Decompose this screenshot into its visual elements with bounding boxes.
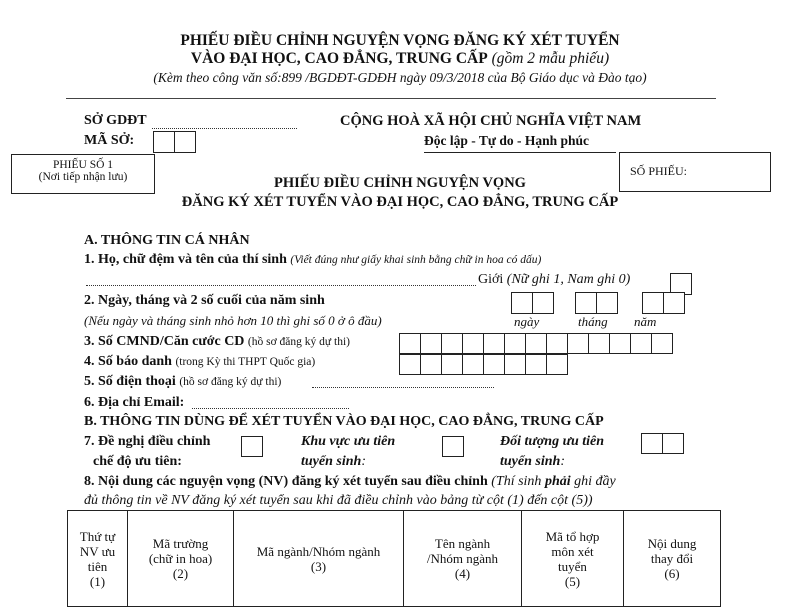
item8-row	[84, 474, 616, 490]
dob-year-box-2[interactable]	[663, 292, 685, 314]
dob-month-box-2[interactable]	[596, 292, 618, 314]
col1-line3: tiên	[87, 558, 108, 574]
phieu-so-note: (Nơi tiếp nhận lưu)	[38, 171, 128, 183]
nv-table-header-row	[68, 511, 721, 607]
section-b-heading: B. THÔNG TIN DÙNG ĐỂ XÉT TUYỂN VÀO ĐẠI HỌC, CAO ĐẲNG, TRUNG CẤP	[84, 414, 604, 429]
item4-label: 4. Số báo danh	[84, 354, 172, 369]
item4-note: (trong Kỳ thi THPT Quốc gia)	[175, 356, 316, 368]
item4-row	[84, 354, 315, 370]
cmnd-box-13[interactable]	[651, 333, 673, 354]
column-header-order	[68, 511, 128, 607]
khu-vuc-box[interactable]	[442, 436, 464, 457]
cmnd-box-8[interactable]	[546, 333, 568, 354]
item2-label: 2. Ngày, tháng và 2 số cuối của năm sinh	[84, 293, 325, 308]
fullname-field[interactable]	[86, 285, 476, 286]
day-label: ngày	[514, 314, 540, 329]
item1-row	[84, 252, 541, 268]
col2-line1: Mã trường	[152, 536, 209, 551]
nv-table	[67, 510, 721, 607]
ma-so-label: MÃ SỞ:	[84, 133, 135, 148]
document-title-line1: PHIẾU ĐIỀU CHỈNH NGUYỆN VỌNG ĐĂNG KÝ XÉT TUYỂN	[180, 32, 620, 49]
email-field[interactable]	[192, 408, 349, 409]
cmnd-box-4[interactable]	[462, 333, 484, 354]
gioi-note: (Nữ ghi 1, Nam ghi 0)	[506, 272, 631, 287]
sbd-box-5[interactable]	[483, 354, 505, 375]
col2-line3: (2)	[172, 566, 189, 581]
doi-tuong-line2-text: tuyển sinh	[500, 454, 561, 469]
col6-line1: Nội dung	[647, 536, 697, 551]
cmnd-box-11[interactable]	[609, 333, 631, 354]
dob-month-box-1[interactable]	[575, 292, 597, 314]
item3-row	[84, 334, 350, 350]
cmnd-box-12[interactable]	[630, 333, 652, 354]
col6-line2: thay đổi	[650, 551, 694, 566]
item5-label: 5. Số điện thoại	[84, 374, 176, 389]
item7-line1: 7. Đề nghị điều chỉnh	[84, 434, 211, 449]
cmnd-box-3[interactable]	[441, 333, 463, 354]
cmnd-box-1[interactable]	[399, 333, 421, 354]
phone-field[interactable]	[312, 387, 494, 388]
item2-note: (Nếu ngày và tháng sinh nhỏ hơn 10 thì ghi số 0 ở ô đầu)	[84, 313, 382, 328]
phieu-so-label: PHIẾU SỐ 1	[52, 159, 114, 171]
document-reference: (Kèm theo công văn số:899 /BGDĐT-GDĐH ngày 09/3/2018 của Bộ Giáo dục và Đào tạo)	[153, 70, 647, 85]
item8-label: 8. Nội dung các nguyện vọng (NV) đăng ký xét tuyển sau điều chỉnh	[84, 474, 488, 489]
sbd-box-6[interactable]	[504, 354, 526, 375]
col3-line1: Mã ngành/Nhóm ngành	[256, 543, 381, 559]
col3-line2: (3)	[310, 558, 327, 574]
doi-tuong-line1: Đối tượng ưu tiên	[500, 434, 605, 449]
cmnd-box-10[interactable]	[588, 333, 610, 354]
item5-row	[84, 374, 281, 390]
national-motto: Độc lập - Tự do - Hạnh phúc	[424, 133, 590, 148]
cmnd-box-2[interactable]	[420, 333, 442, 354]
doi-tuong-box-1[interactable]	[641, 433, 663, 454]
col5-line4: (5)	[564, 573, 581, 589]
col4-line1: Tên ngành	[434, 536, 491, 551]
column-header-major-code	[234, 511, 404, 607]
item1-note: (Viết đúng như giấy khai sinh bằng chữ in hoa có dấu)	[290, 254, 542, 266]
ma-so-box-2[interactable]	[174, 131, 196, 153]
item8-note-b: phải	[544, 474, 571, 489]
gioi-label: Giới	[478, 272, 504, 287]
dob-year-box-1[interactable]	[642, 292, 664, 314]
document-title-line2-text: VÀO ĐẠI HỌC, CAO ĐẲNG, TRUNG CẤP	[190, 50, 488, 67]
sbd-box-3[interactable]	[441, 354, 463, 375]
so-gddt-field[interactable]	[152, 128, 297, 129]
col5-line2: môn xét	[551, 543, 594, 559]
column-header-major-name	[404, 511, 522, 607]
col6-line3: (6)	[664, 566, 680, 581]
column-header-subject-combo	[522, 511, 624, 607]
col2-line2: (chữ in hoa)	[148, 551, 213, 566]
national-title: CỘNG HOÀ XÃ HỘI CHỦ NGHĨA VIỆT NAM	[340, 113, 642, 129]
header-divider	[66, 98, 716, 99]
dob-day-box-2[interactable]	[532, 292, 554, 314]
month-label: tháng	[578, 314, 608, 329]
col1-line1: Thứ tự	[79, 528, 116, 544]
sbd-box-7[interactable]	[525, 354, 547, 375]
cmnd-box-9[interactable]	[567, 333, 589, 354]
so-gddt-label: SỞ GDĐT	[84, 113, 147, 128]
form-title-line1: PHIẾU ĐIỀU CHỈNH NGUYỆN VỌNG	[274, 175, 526, 191]
khu-vuc-line2: tuyển sinh:	[301, 454, 366, 469]
item8-note-a: (Thí sinh	[491, 474, 542, 489]
item3-note: (hồ sơ đăng ký dự thi)	[247, 336, 350, 348]
dob-day-box-1[interactable]	[511, 292, 533, 314]
item8-note-line2: đủ thông tin về NV đăng ký xét tuyển sau khi đã điều chỉnh vào bảng từ cột (1) đến cột (5))	[84, 493, 593, 508]
sbd-box-1[interactable]	[399, 354, 421, 375]
gioi-row	[478, 272, 630, 288]
sbd-box-8[interactable]	[546, 354, 568, 375]
item8-note-c: ghi đầy	[574, 474, 616, 489]
col1-line2: NV ưu	[79, 543, 116, 559]
adjust-priority-box[interactable]	[241, 436, 263, 457]
document-title-note: (gồm 2 mẫu phiếu)	[491, 50, 610, 67]
column-header-change-content	[624, 511, 721, 607]
motto-underline	[424, 152, 616, 153]
cmnd-box-6[interactable]	[504, 333, 526, 354]
item1-label: 1. Họ, chữ đệm và tên của thí sinh	[84, 252, 287, 267]
document-title-line2	[0, 50, 800, 68]
cmnd-box-5[interactable]	[483, 333, 505, 354]
doi-tuong-line2: tuyển sinh:	[500, 454, 565, 469]
col5-line1: Mã tổ hợp	[545, 528, 600, 544]
so-phieu-label: SỐ PHIẾU:	[630, 164, 688, 178]
sbd-box-2[interactable]	[420, 354, 442, 375]
year-label: năm	[634, 314, 657, 329]
column-header-school-code	[128, 511, 234, 607]
sbd-box-4[interactable]	[462, 354, 484, 375]
doi-tuong-box-2[interactable]	[662, 433, 684, 454]
form-title-line2: ĐĂNG KÝ XÉT TUYỂN VÀO ĐẠI HỌC, CAO ĐẲNG, TRUNG CẤP	[181, 194, 619, 210]
cmnd-box-7[interactable]	[525, 333, 547, 354]
section-a-heading: A. THÔNG TIN CÁ NHÂN	[84, 233, 250, 248]
item6-label: 6. Địa chỉ Email:	[84, 395, 185, 410]
col4-line2: /Nhóm ngành	[426, 551, 499, 566]
col5-line3: tuyển	[558, 558, 587, 574]
khu-vuc-line2-text: tuyển sinh	[301, 454, 362, 469]
item7-line2: chế độ ưu tiên:	[93, 454, 182, 469]
item3-label: 3. Số CMND/Căn cước CD	[84, 334, 245, 349]
khu-vuc-line1: Khu vực ưu tiên	[301, 434, 396, 449]
col1-line4: (1)	[89, 573, 106, 589]
col4-line3: (4)	[454, 566, 471, 581]
item5-note: (hồ sơ đăng ký dự thi)	[179, 376, 282, 388]
ma-so-box-1[interactable]	[153, 131, 175, 153]
